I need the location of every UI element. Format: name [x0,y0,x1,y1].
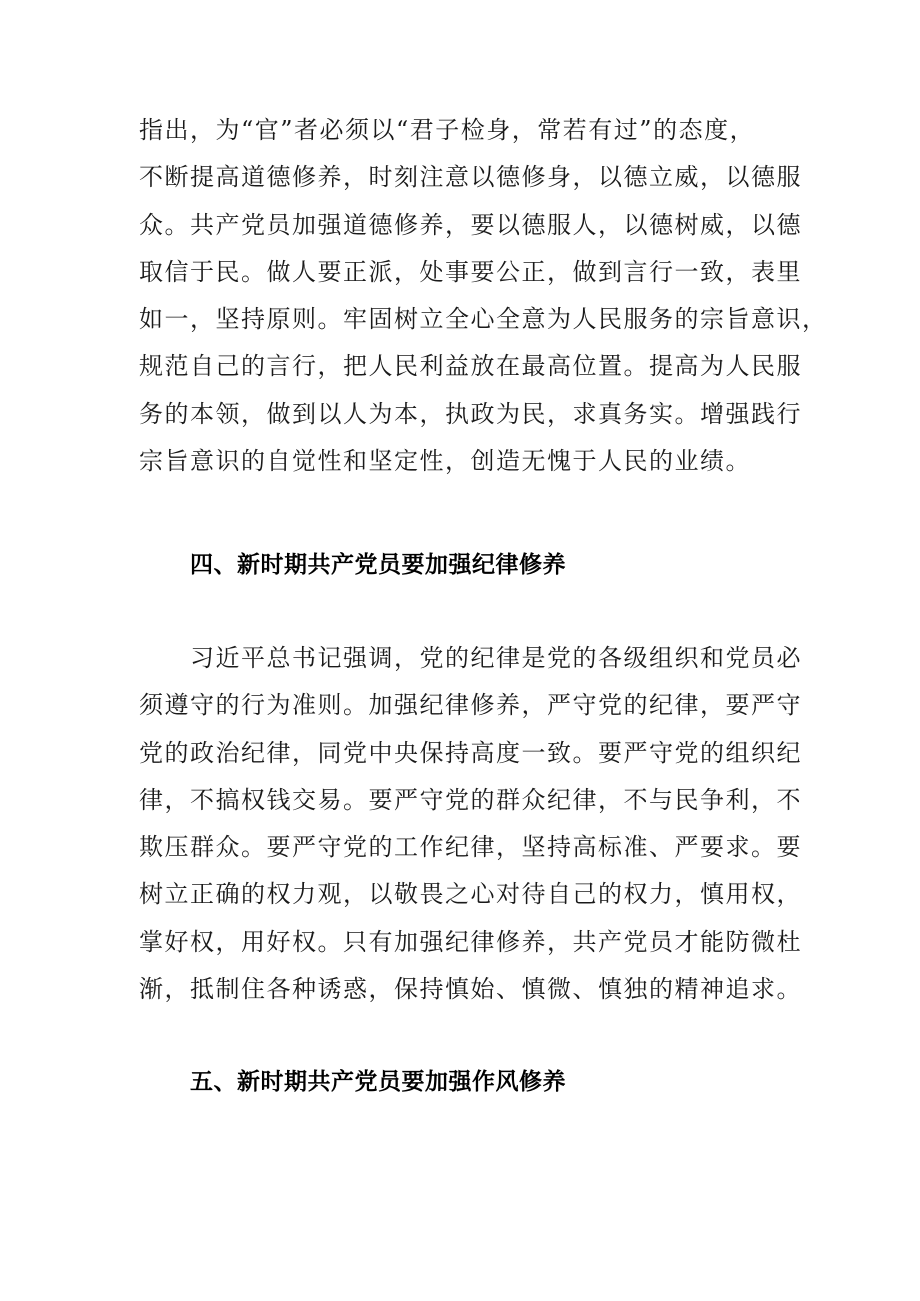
text-line: 渐，抵制住各种诱惑，保持慎始、慎微、慎独的精神追求。 [139,975,802,1004]
text-line: 指出，为“官”者必须以“君子检身，常若有过”的态度， [139,116,756,144]
text-line: 习近平总书记强调，党的纪律是党的各级组织和党员必 [139,644,802,672]
text-line: 树立正确的权力观，以敬畏之心对待自己的权力，慎用权， [139,880,802,909]
text-line: 不断提高道德修养，时刻注意以德修身，以德立威，以德服 [139,163,802,192]
text-line: 掌好权，用好权。只有加强纪律修养，共产党员才能防微杜 [139,927,802,956]
section-heading-5: 五、新时期共产党员要加强作风修养 [190,1069,566,1095]
text-line: 须遵守的行为准则。加强纪律修养，严守党的纪律，要严守 [139,691,802,720]
text-line: 取信于民。做人要正派，处事要公正，做到言行一致，表里 [139,257,802,286]
section-heading-4: 四、新时期共产党员要加强纪律修养 [190,552,566,578]
text-line: 党的政治纪律，同党中央保持高度一致。要严守党的组织纪 [139,738,802,767]
paragraph-discipline-cultivation [139,635,819,1013]
text-line: 如一，坚持原则。牢固树立全心全意为人民服务的宗旨意识， [139,305,828,334]
text-line: 宗旨意识的自觉性和坚定性，创造无愧于人民的业绩。 [139,447,751,476]
text-line: 规范自己的言行，把人民利益放在最高位置。提高为人民服 [139,352,802,381]
paragraph-moral-cultivation [139,107,828,485]
text-line: 众。共产党员加强道德修养，要以德服人，以德树威，以德 [139,210,802,239]
text-line: 务的本领，做到以人为本，执政为民，求真务实。增强践行 [139,399,802,428]
text-line: 律，不搞权钱交易。要严守党的群众纪律，不与民争利，不 [139,785,802,814]
text-line: 欺压群众。要严守党的工作纪律，坚持高标准、严要求。要 [139,833,802,862]
